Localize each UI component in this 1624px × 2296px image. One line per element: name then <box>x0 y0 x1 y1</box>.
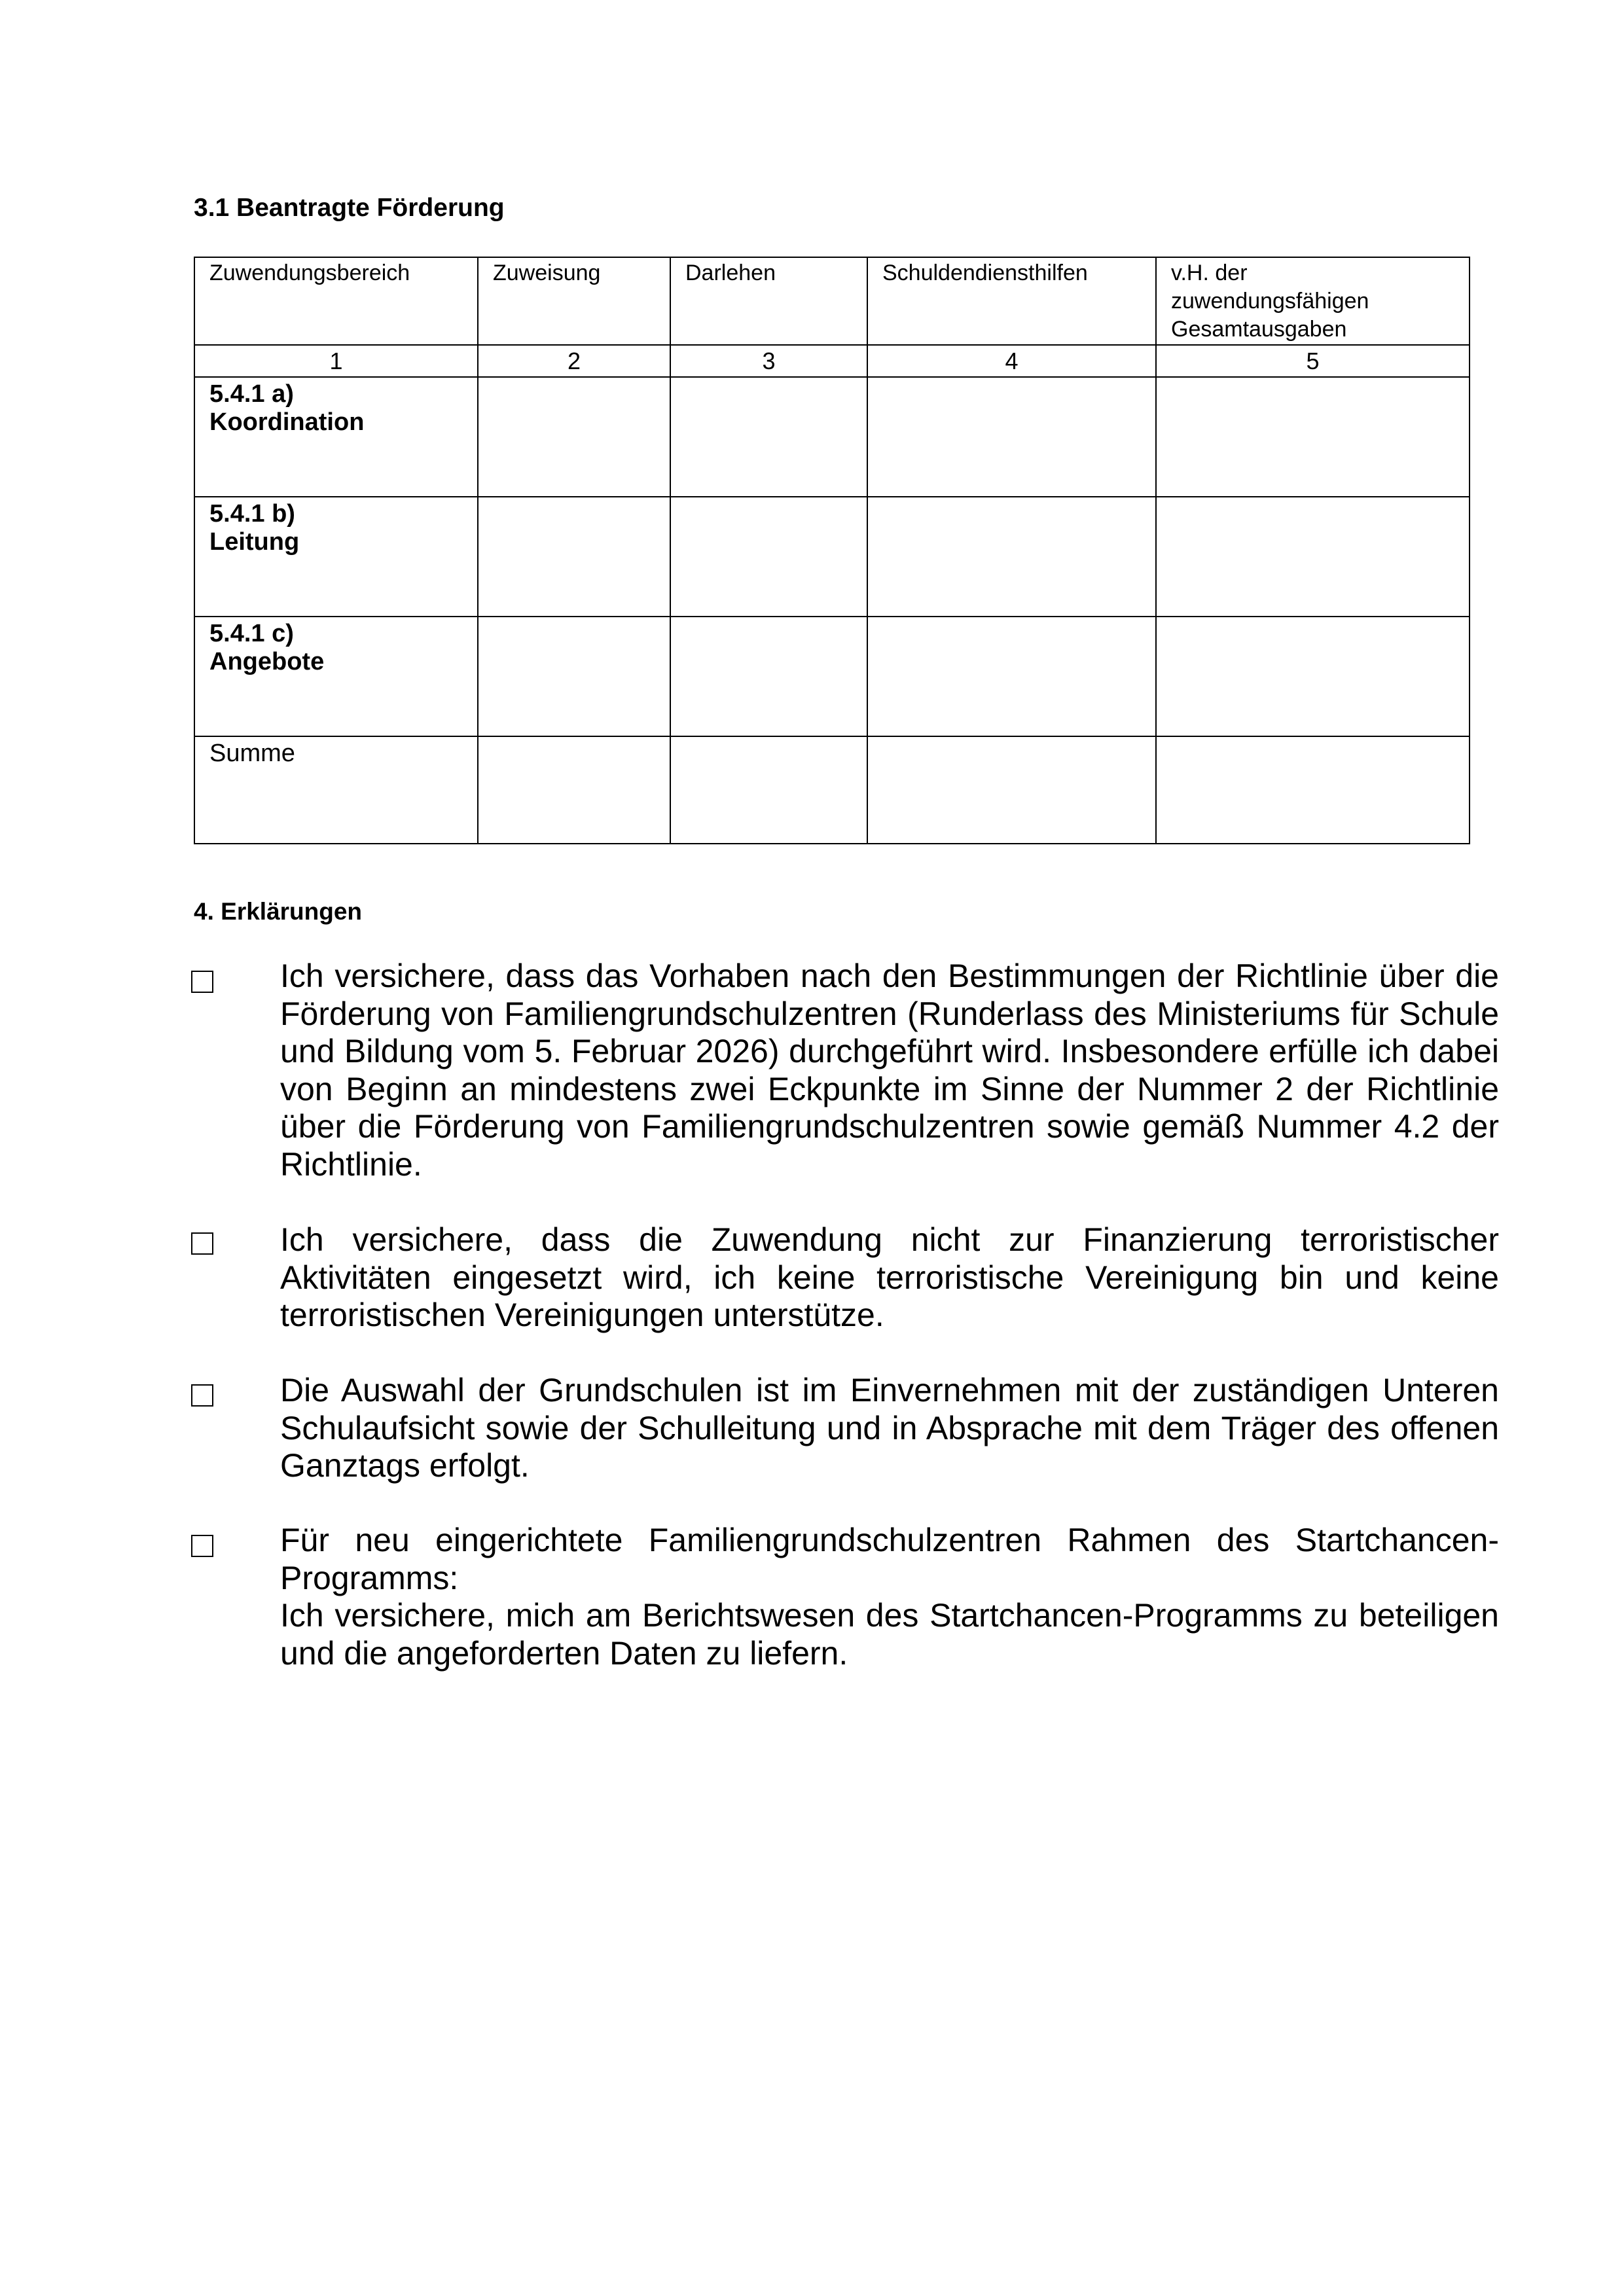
cell-sum-darlehen[interactable] <box>670 736 867 844</box>
declaration-text: Die Auswahl der Grundschulen ist im Einvernehmen mit der zuständigen Unteren Schulaufsicht sowie der Schulleitung und in Absprache mit dem Träger des offenen Ganztags erfolgt. <box>280 1372 1499 1484</box>
table-header-row <box>194 257 1470 345</box>
column-header-vh-gesamtausgaben <box>1156 257 1470 345</box>
row-code: 5.4.1 b) <box>209 500 295 528</box>
column-number: 4 <box>867 345 1156 377</box>
row-name: Koordination <box>209 408 365 436</box>
section-title-beantragte-foerderung: 3.1 Beantragte Förderung <box>194 194 505 222</box>
declaration-body: Ich versichere, mich am Berichtswesen des Startchancen-Programms zu beteiligen und die angeforderten Daten zu liefern. <box>280 1597 1499 1672</box>
declaration-text: Ich versichere, dass die Zuwendung nicht zur Finanzierung terroristischer Aktivitäten eingesetzt wird, ich keine terroristische Vereinigung bin und keine terroristischen Vereinigungen unterstütze. <box>280 1221 1499 1333</box>
cell-zuweisung[interactable] <box>478 617 670 736</box>
column-header-zuweisung: Zuweisung <box>478 257 670 345</box>
column-header-zuwendungsbereich: Zuwendungsbereich <box>194 257 478 345</box>
column-header-vh-line: v.H. der <box>1171 260 1248 285</box>
cell-zuweisung[interactable] <box>478 377 670 497</box>
cell-sum-zuweisung[interactable] <box>478 736 670 844</box>
cell-darlehen[interactable] <box>670 497 867 617</box>
section-title-erklaerungen: 4. Erklärungen <box>194 898 363 925</box>
column-header-schuldendiensthilfen: Schuldendiensthilfen <box>867 257 1156 345</box>
column-number: 3 <box>670 345 867 377</box>
declaration-checkbox[interactable] <box>191 971 213 993</box>
row-label <box>194 497 478 617</box>
cell-darlehen[interactable] <box>670 377 867 497</box>
cell-vh[interactable] <box>1156 617 1470 736</box>
column-number: 5 <box>1156 345 1470 377</box>
cell-schuldendiensthilfen[interactable] <box>867 497 1156 617</box>
column-header-darlehen: Darlehen <box>670 257 867 345</box>
declaration-checkbox[interactable] <box>191 1232 213 1255</box>
cell-vh[interactable] <box>1156 497 1470 617</box>
row-code: 5.4.1 c) <box>209 620 294 647</box>
column-header-vh-line: Gesamtausgaben <box>1171 317 1347 342</box>
table-row-koordination <box>194 377 1470 497</box>
cell-zuweisung[interactable] <box>478 497 670 617</box>
column-header-vh-line: zuwendungsfähigen <box>1171 289 1369 314</box>
cell-darlehen[interactable] <box>670 617 867 736</box>
declaration-checkbox[interactable] <box>191 1535 213 1557</box>
table-row-angebote <box>194 617 1470 736</box>
row-code: 5.4.1 a) <box>209 380 294 408</box>
cell-vh[interactable] <box>1156 377 1470 497</box>
cell-schuldendiensthilfen[interactable] <box>867 617 1156 736</box>
column-number: 2 <box>478 345 670 377</box>
declaration-checkbox[interactable] <box>191 1384 213 1407</box>
table-row-leitung <box>194 497 1470 617</box>
row-name: Leitung <box>209 528 300 556</box>
cell-sum-schuldendiensthilfen[interactable] <box>867 736 1156 844</box>
row-label <box>194 617 478 736</box>
column-number: 1 <box>194 345 478 377</box>
row-name: Angebote <box>209 648 325 675</box>
cell-schuldendiensthilfen[interactable] <box>867 377 1156 497</box>
declaration-intro: Für neu eingerichtete Familiengrundschulzentren Rahmen des Startchancen-Programms: <box>280 1522 1499 1596</box>
declaration-text <box>280 1522 1499 1672</box>
funding-table <box>194 257 1470 844</box>
row-label <box>194 377 478 497</box>
cell-sum-vh[interactable] <box>1156 736 1470 844</box>
column-number-row <box>194 345 1470 377</box>
sum-label: Summe <box>194 736 478 844</box>
declaration-text: Ich versichere, dass das Vorhaben nach den Bestimmungen der Richtlinie über die Förderung von Familiengrundschulzentren (Runderlass des Ministeriums für Schule und Bildung vom 5. Februar 2026) durchgeführt wird. Insbesondere erfülle ich dabei von Beginn an mindestens zwei Eckpunkte im Sinne der Nummer 2 der Richtlinie über die Förderung von Familiengrundschulzentren sowie gemäß Nummer 4.2 der Richtlinie. <box>280 958 1499 1183</box>
table-row-summe <box>194 736 1470 844</box>
